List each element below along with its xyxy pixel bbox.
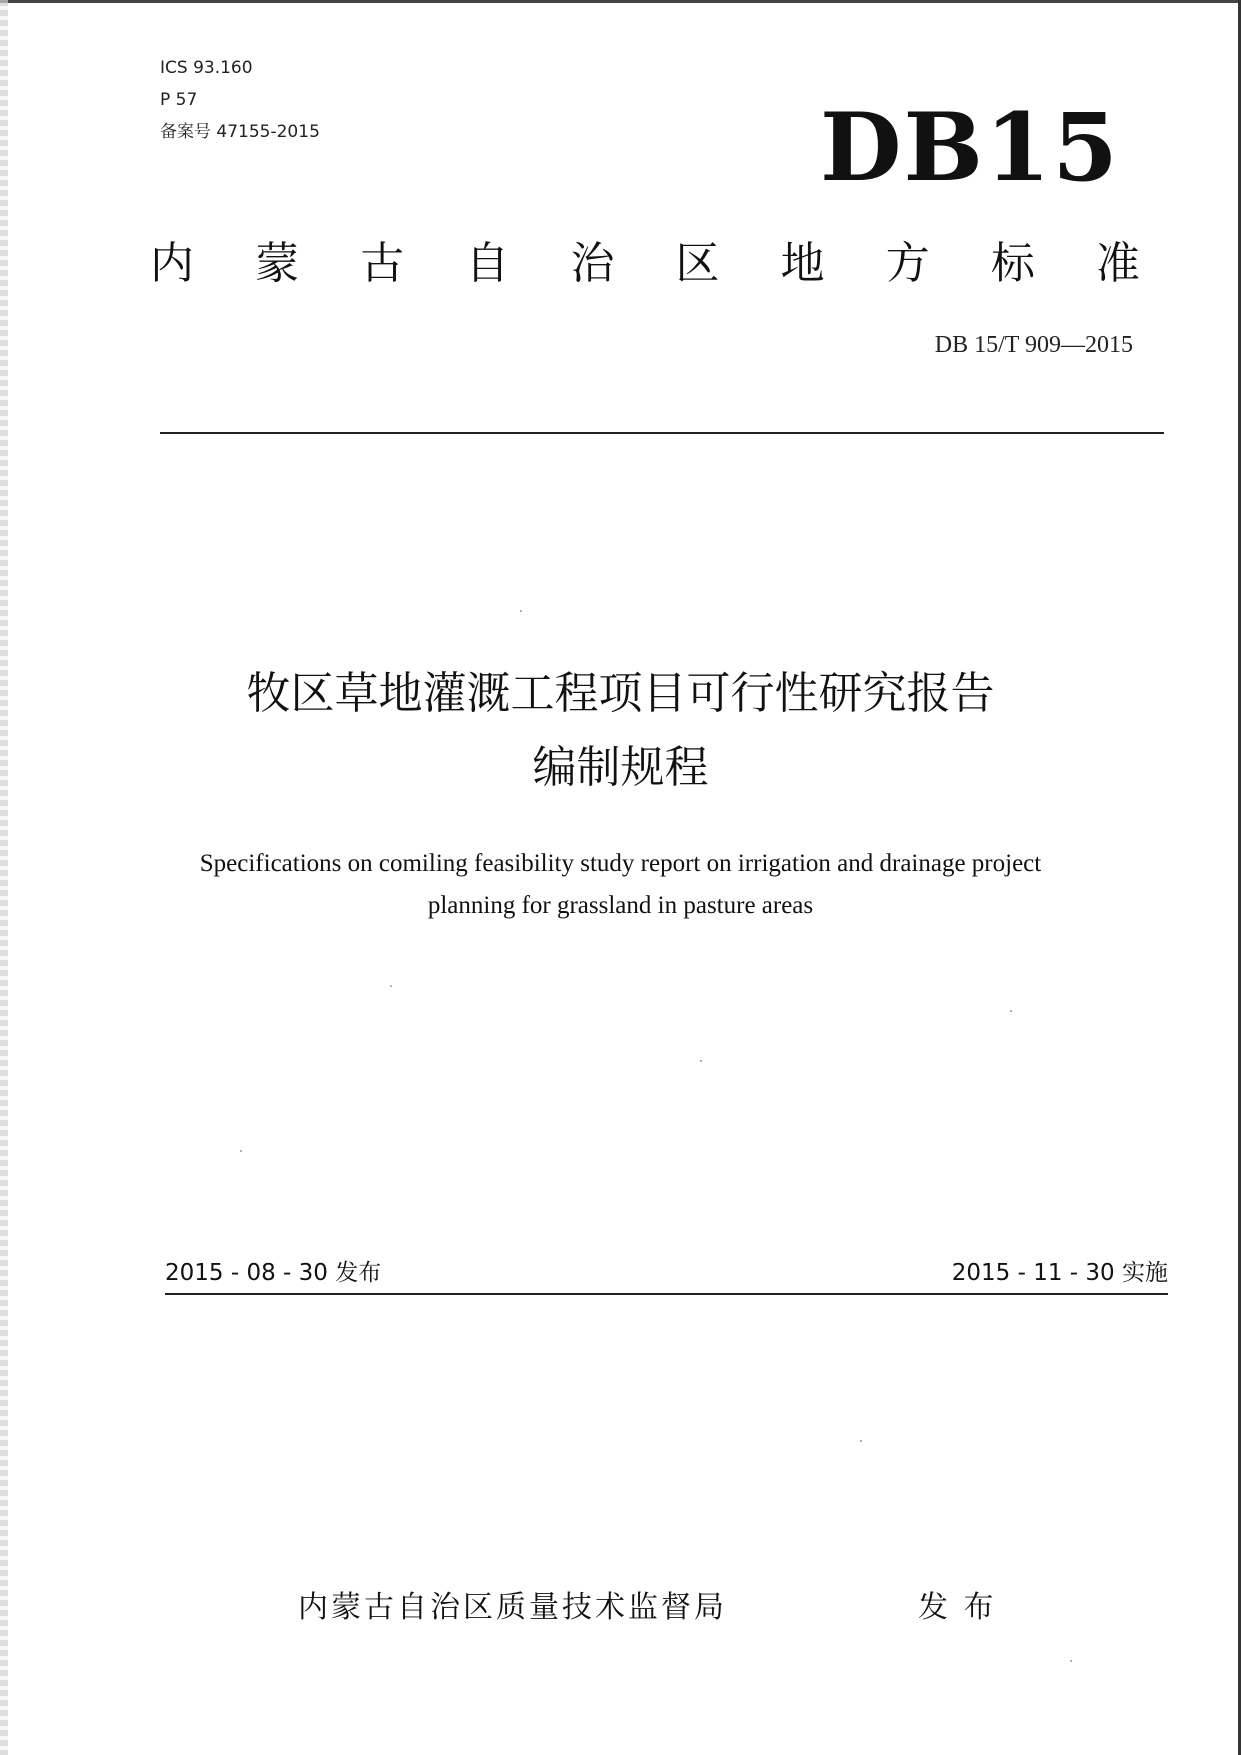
- standard-type-char: 准: [1095, 238, 1140, 289]
- title-en-line-1: Specifications on comiling feasibility study report on irrigation and drainage project: [199, 850, 1042, 877]
- standard-type-char: 地: [780, 238, 825, 289]
- scan-top-edge: [0, 0, 1241, 3]
- standard-type-char: 自: [465, 238, 510, 289]
- issuing-authority: 内蒙古自治区质量技术监督局: [298, 1590, 727, 1625]
- standard-type-char: 方: [885, 238, 930, 289]
- ccs-number: P 57: [160, 90, 198, 110]
- scan-speck: [1010, 1010, 1012, 1012]
- standard-type-char: 古: [360, 238, 405, 289]
- title-zh-line-2: 编制规程: [532, 742, 709, 793]
- issue-action: 发 布: [918, 1590, 997, 1625]
- title-en-line-2: planning for grassland in pasture areas: [427, 892, 814, 919]
- scan-speck: [240, 1150, 242, 1152]
- implementation-date: 2015 - 11 - 30 实施: [951, 1260, 1168, 1286]
- standard-type-char: 标: [990, 238, 1035, 289]
- standard-type-char: 区: [675, 238, 720, 289]
- scan-speck: [860, 1440, 862, 1442]
- standard-code: DB 15/T 909—2015: [934, 332, 1133, 358]
- standard-type-heading: [150, 236, 1140, 292]
- date-rule: [165, 1293, 1168, 1295]
- title-zh-line-1: 牧区草地灌溉工程项目可行性研究报告: [246, 668, 995, 719]
- issue-date: 2015 - 08 - 30 发布: [165, 1260, 382, 1286]
- record-number: 备案号 47155-2015: [160, 122, 320, 142]
- standard-type-char: 治: [570, 238, 615, 289]
- header-rule: [160, 432, 1164, 434]
- scan-speck: [1070, 1660, 1072, 1662]
- scan-speck: [520, 610, 522, 612]
- standard-type-char: 蒙: [255, 238, 300, 289]
- ics-number: ICS 93.160: [160, 58, 253, 78]
- scan-speck: [700, 1060, 702, 1062]
- db15-logo: DB15: [820, 93, 1120, 203]
- scan-speck: [390, 985, 392, 987]
- standard-type-char: 内: [150, 238, 194, 289]
